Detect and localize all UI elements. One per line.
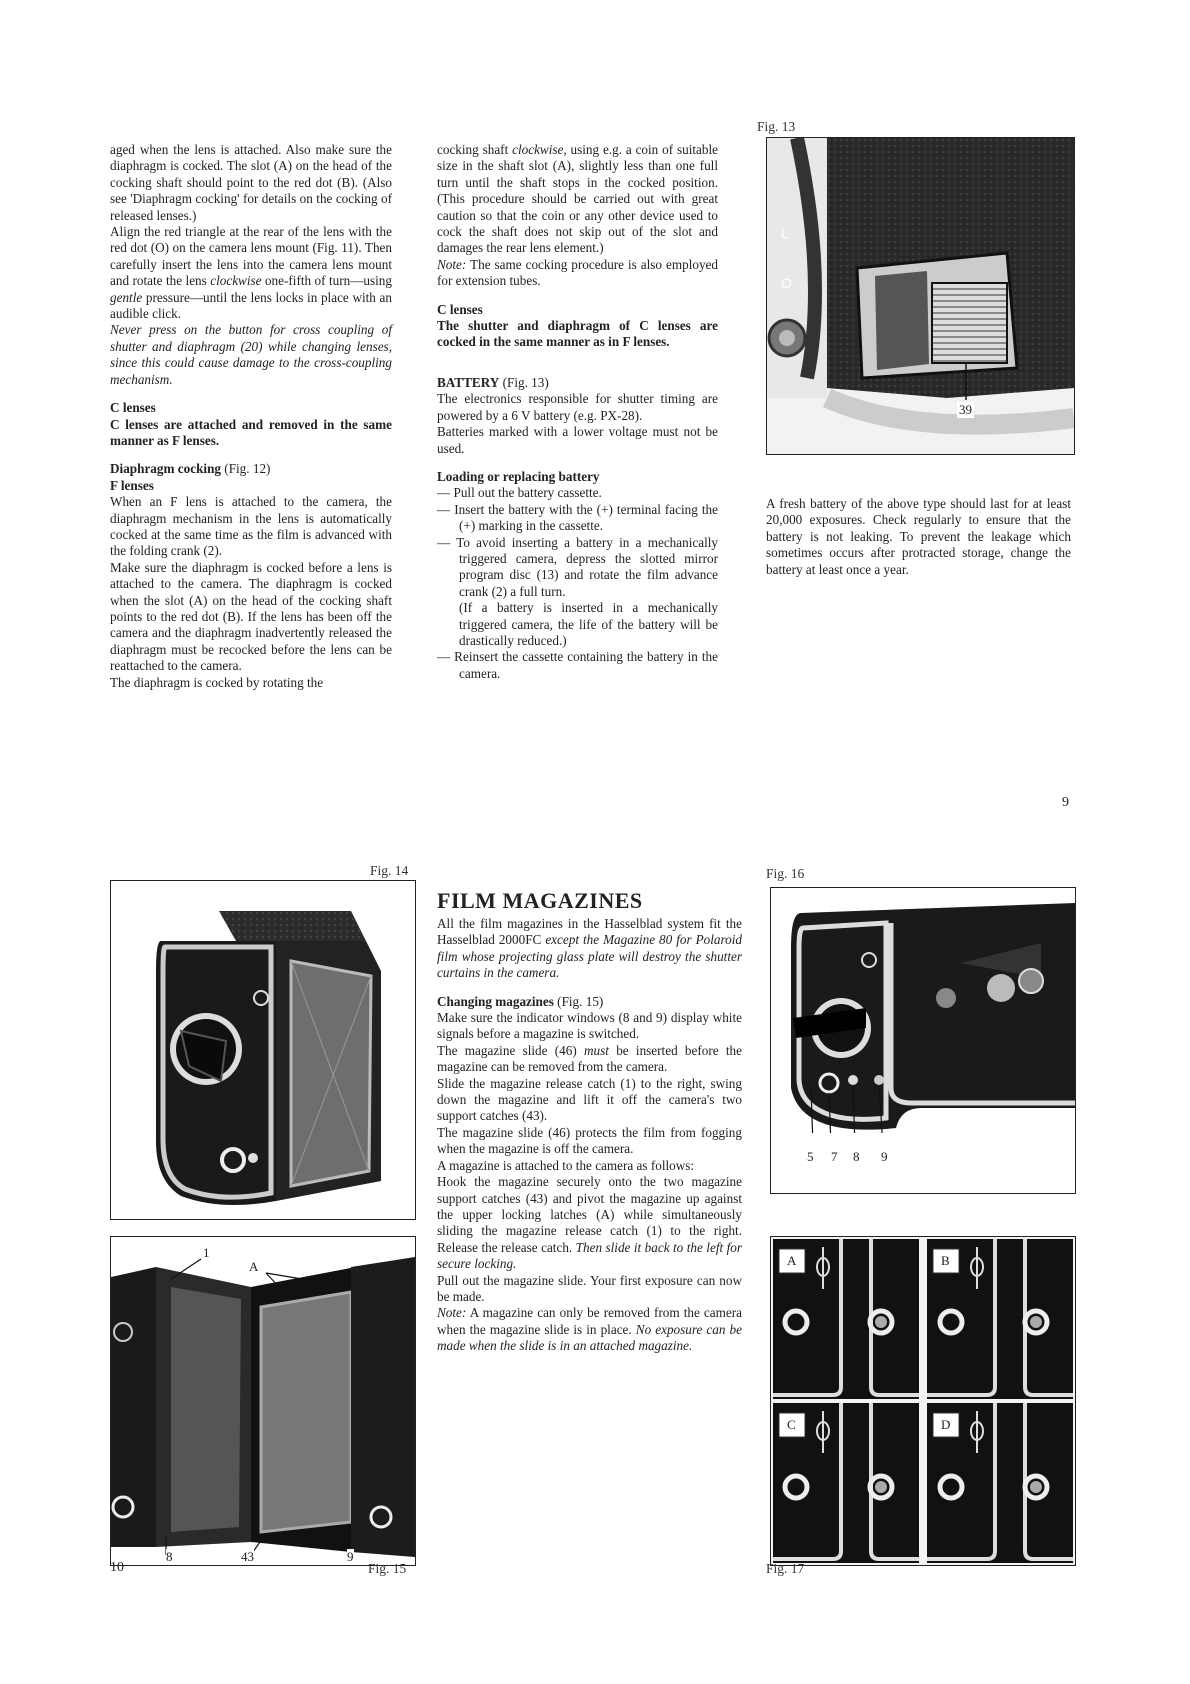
callout-7: 7 <box>831 1149 838 1164</box>
svg-text:L: L <box>781 225 789 241</box>
paragraph: The magazine slide (46) must be inserted before the magazine can be removed from the camera. <box>437 1042 742 1075</box>
indicator-states-illustration <box>771 1237 1075 1565</box>
heading-diaphragm-cocking: Diaphragm cocking (Fig. 12) <box>110 461 271 477</box>
figure-label: Fig. 13 <box>757 119 796 134</box>
figure-17-indicator-states-photo <box>770 1236 1076 1566</box>
battery-cassette-illustration <box>767 138 1074 454</box>
paragraph: The diaphragm is cocked by rotating the <box>110 674 324 690</box>
paragraph-bold: The shutter and diaphragm of C lenses are cocked in the same manner as in F lenses. <box>437 318 718 350</box>
heading-f-lenses: F lenses <box>110 477 154 493</box>
figure-label: Fig. 14 <box>370 863 409 878</box>
note-paragraph: Note: The same cocking procedure is also employed for extension tubes. <box>437 256 718 289</box>
figure-label: Fig. 15 <box>368 1561 407 1576</box>
film-magazine-illustration <box>111 881 415 1219</box>
callout-8: 8 <box>166 1549 173 1564</box>
figure-13-battery-photo <box>766 137 1075 455</box>
figure-15-magazine-changing-photo <box>110 1236 416 1566</box>
callout-43: 43 <box>241 1549 254 1564</box>
heading-battery: BATTERY (Fig. 13) <box>437 374 549 390</box>
paragraph: Hook the magazine securely onto the two magazine support catches (43) and pivot the magazine up against the upper locking latches (A) while simultaneously sliding the magazine release catch (1) to the right. Release the release catch. Then slide it back to the left for secure locking. <box>437 1174 742 1272</box>
callout-39: 39 <box>959 402 972 417</box>
paragraph: A magazine is attached to the camera as follows: <box>437 1157 695 1173</box>
paragraph: Pull out the magazine slide. Your first exposure can now be made. <box>437 1272 742 1304</box>
panel-label-C: C <box>787 1417 796 1432</box>
list-item: — Insert the battery with the (+) terminal facing the (+) marking in the cassette. <box>437 501 718 534</box>
heading-c-lenses: C lenses <box>437 301 483 317</box>
section-title: FILM MAGAZINES <box>437 888 643 913</box>
warning-paragraph: Never press on the button for cross coupling of shutter and diaphragm (20) while changing lenses, since this could cause damage to the cross-coupling mechanism. <box>110 322 392 387</box>
paragraph: The magazine slide (46) protects the film from fogging when the magazine is off the camera. <box>437 1124 742 1157</box>
callout-5: 5 <box>807 1149 814 1164</box>
callout-9: 9 <box>347 1549 354 1564</box>
paragraph-bold: C lenses are attached and removed in the same manner as F lenses. <box>110 416 392 448</box>
paragraph: When an F lens is attached to the camera, the diaphragm mechanism in the lens is automatically cocked at the same time as the film is advanced with the folding crank (2). <box>110 494 392 559</box>
figure-label: Fig. 16 <box>766 866 805 881</box>
panel-label-D: D <box>941 1417 951 1432</box>
list-item: — To avoid inserting a battery in a mechanically triggered camera, depress the slotted mirror program disc (13) and rotate the film advance crank (2) a full turn. <box>437 534 718 599</box>
paragraph: The electronics responsible for shutter timing are powered by a 6 V battery (e.g. PX-28). <box>437 391 718 423</box>
callout-A: A <box>249 1259 259 1274</box>
page-number: 9 <box>1062 795 1069 810</box>
paragraph: Batteries marked with a lower voltage must not be used. <box>437 424 718 456</box>
panel-label-B: B <box>941 1253 950 1268</box>
paragraph: Make sure the indicator windows (8 and 9) display white signals before a magazine is switched. <box>437 1010 742 1042</box>
paragraph: Align the red triangle at the rear of the lens with the red dot (O) on the camera lens mount (Fig. 11). Then carefully insert the lens into the camera lens mount and rotate the lens clockwise one-fifth of turn—using gentle pressure—until the lens locks in place with an audible click. <box>110 224 392 322</box>
top-column-3 <box>766 496 1071 578</box>
list-item: — Reinsert the cassette containing the battery in the camera. <box>437 649 718 681</box>
page-number: 10 <box>110 1560 124 1575</box>
magazine-detach-illustration <box>111 1237 415 1565</box>
indicator-windows-illustration <box>771 888 1075 1193</box>
paragraph: Slide the magazine release catch (1) to the right, swing down the magazine and lift it off the camera's two support catches (43). <box>437 1075 742 1124</box>
paragraph: Make sure the diaphragm is cocked before a lens is attached to the camera. The diaphragm is cocked when the slot (A) on the head of the cocking shaft points to the red dot (B). If the lens has been off the camera and the diaphragm inadvertently released the diaphragm must be recocked before the lens can be reattached to the camera. <box>110 559 392 674</box>
figure-14-magazine-photo <box>110 880 416 1220</box>
figure-16-indicator-photo <box>770 887 1076 1194</box>
top-column-2 <box>437 142 718 682</box>
svg-text:O: O <box>781 275 792 291</box>
figure-label: Fig. 17 <box>766 1561 805 1576</box>
list-item-continuation: (If a battery is inserted in a mechanically triggered camera, the life of the battery will be drastically reduced.) <box>459 600 718 648</box>
callout-1: 1 <box>203 1245 210 1260</box>
panel-label-A: A <box>787 1253 797 1268</box>
top-column-1 <box>110 142 392 691</box>
note-paragraph: Note: A magazine can only be removed from the camera when the magazine slide is in place. No exposure can be made when the slide is in an attached magazine. <box>437 1305 742 1354</box>
list-item: — Pull out the battery cassette. <box>437 485 602 501</box>
bottom-text-column <box>437 916 742 1355</box>
callout-8: 8 <box>853 1149 860 1164</box>
callout-9: 9 <box>881 1149 888 1164</box>
heading-c-lenses: C lenses <box>110 400 156 416</box>
heading-loading-battery: Loading or replacing battery <box>437 468 600 484</box>
paragraph: cocking shaft clockwise, using e.g. a coin of suitable size in the shaft slot (A), slightly less than one full turn until the shaft stops in the cocked position. (This procedure should be carried out with great caution so that the coin or any other device used to cock the shaft does not skip out of the slot and damages the rear lens element.) <box>437 142 718 256</box>
paragraph: A fresh battery of the above type should last for at least 20,000 exposures. Check regularly to ensure that the battery is not leaking. To prevent the leakage which sometimes occurs after protracted storage, change the battery at least once a year. <box>766 496 1071 577</box>
paragraph: All the film magazines in the Hasselblad system fit the Hasselblad 2000FC except the Magazine 80 for Polaroid film whose projecting glass plate will destroy the shutter curtains in the camera. <box>437 916 742 981</box>
paragraph: aged when the lens is attached. Also make sure the diaphragm is cocked. The slot (A) on the head of the cocking shaft should point to the red dot (B). (Also see 'Diaphragm cocking' for details on the cocking of released lenses.) <box>110 142 392 223</box>
heading-changing-magazines: Changing magazines (Fig. 15) <box>437 993 604 1009</box>
